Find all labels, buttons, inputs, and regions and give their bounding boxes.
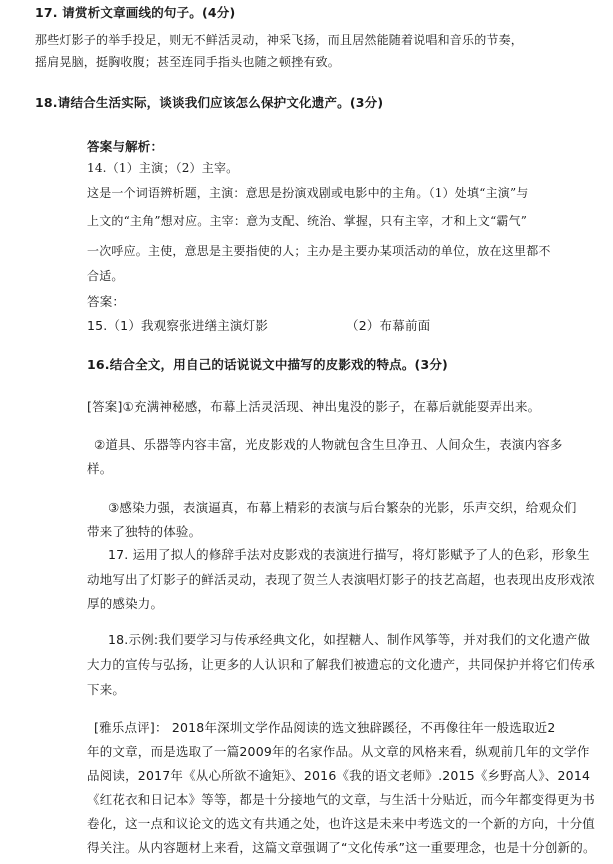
answer-17-line: 动地写出了灯影子的鲜活灵动，表现了贺兰人表演唱灯影子的技艺高超，也表现出皮形戏浓 [87, 572, 596, 587]
answer-17-line: 厚的感染力。 [87, 596, 164, 611]
answer-16-item-3-cont: 带来了独特的体验。 [87, 524, 202, 539]
answer-14-explanation-line: 合适。 [87, 269, 124, 283]
answer-14-explanation-line: 一次呼应。主使，意思是主要指使的人；主办是主要办某项活动的单位，放在这里都不 [87, 244, 551, 258]
question-18-title: 18.请结合生活实际，谈谈我们应该怎么保护文化遗产。(3分) [35, 95, 384, 110]
answer-14-explanation-line: 这是一个词语辨析题，主演：意思是扮演戏剧或电影中的主角。（1）处填“主演”与 [87, 186, 529, 200]
commentary-line: [雅乐点评]： 2018年深圳文学作品阅读的选文独辟蹊径，不再像往年一般选取近2 [94, 720, 556, 735]
commentary-line: 品阅读，2017年《从心所欲不逾矩》、2016《我的语文老师》.2015《乡野高人》、2014 [87, 768, 591, 783]
answer-14: 14.（1）主演；（2）主宰。 [87, 161, 239, 175]
answer-18-line: 18.示例:我们要学习与传承经典文化，如捏糖人、制作风筝等，并对我们的文化遗产做 [108, 632, 591, 647]
answer-16-item-1: [答案]①充满神秘感，布幕上活灵活现、神出鬼没的影子，在幕后就能耍弄出来。 [87, 399, 541, 414]
commentary-line: 《红花衣和日记本》等等，都是十分接地气的文章，与生活十分贴近，而今年都变得更为书 [87, 792, 596, 807]
commentary-line: 得关注。从内容题材上来看，这篇文章强调了“文化传承”这一重要理念，也是十分创新的。 [87, 840, 596, 855]
answer-18-line: 下来。 [87, 682, 126, 697]
commentary-line: 年的文章，而是选取了一篇2009年的名家作品。从文章的风格来看，纵观前几年的文学作 [87, 744, 590, 759]
answer-16-item-2-cont: 样。 [87, 461, 113, 476]
commentary-line: 卷化，这一点和议论文的选文有共通之处，也许这是未来中考选文的一个新的方向，十分值 [87, 816, 596, 831]
answer-label: 答案： [87, 294, 126, 309]
answer-14-explanation-line: 上文的“主角”想对应。主宰：意为支配、统治、掌握，只有主宰，才和上文“霸气” [87, 214, 528, 228]
answer-15-part-2: （2）布幕前面 [346, 318, 431, 333]
answer-16-item-3: ③感染力强，表演逼真，布幕上精彩的表演与后台繁杂的光影，乐声交织，给观众们 [108, 500, 577, 515]
question-16-title: 16.结合全文，用自己的话说说文中描写的皮影戏的特点。(3分) [87, 357, 448, 372]
answer-17-line: 17. 运用了拟人的修辞手法对皮影戏的表演进行描写，将灯影赋予了人的色彩，形象生 [108, 547, 590, 562]
question-17-quote-line: 那些灯影子的举手投足，则无不鲜活灵动，神采飞扬，而且居然能随着说唱和音乐的节奏， [35, 33, 524, 47]
answer-16-item-2: ②道具、乐器等内容丰富，光皮影戏的人物就包含生旦净丑、人间众生，表演内容多 [94, 437, 563, 452]
answer-18-line: 大力的宣传与弘扬，让更多的人认识和了解我们被遗忘的文化遗产，共同保护并将它们传承 [87, 657, 596, 672]
answer-15-part-1: 15.（1）我观察张进缮主演灯影 [87, 318, 269, 333]
question-17-quote-line: 摇肩晃脑，挺胸收腹；甚至连同手指头也随之顿挫有致。 [35, 55, 341, 69]
question-17-title: 17. 请赏析文章画线的句子。(4分) [35, 5, 236, 20]
analysis-heading: 答案与解析： [87, 139, 164, 154]
